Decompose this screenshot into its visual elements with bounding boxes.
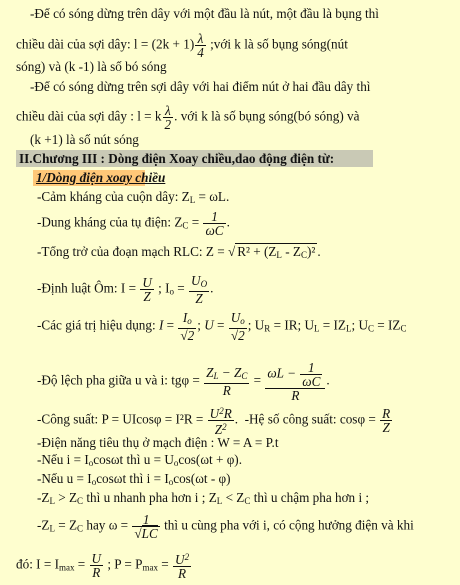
- formula-ohm-law: -Định luật Ôm: I = $\frac{U}{Z}$ ; $I_o$ = $\frac{U_O}{Z}$ .: [37, 273, 214, 306]
- formula-inductive-reactance: -Cảm kháng của cuộn dây: $Z_L = \omega L$.: [37, 189, 230, 205]
- intro-line-4: -Để có sóng dừng trên sợi dây với hai điểm nút ở hai đầu dây thì: [30, 79, 371, 94]
- section-heading: 1/Dòng điện xoay chiều: [33, 170, 145, 186]
- formula-resonance-max: đó: $I = I_{max}$ = $\frac{U}{R}$ ; $P = P_{max}$ = $\frac{U^2}{R}$: [16, 551, 190, 581]
- intro-line-2: chiều dài của sợi dây: l = (2k + 1) $\frac{\lambda}{4}$ ;với k là số bụng sóng(nút: [16, 31, 348, 60]
- formula-phase-lead-lag: $-Z_L > Z_C$ thì u nhanh pha hơn i ; $Z_L < Z_C$ thì u chậm pha hơn i ;: [37, 490, 370, 506]
- chapter-heading: II.Chương III : Dòng điện Xoay chiều,dao động điện từ:: [16, 150, 373, 167]
- intro-line-6: (k +1) là số nút sóng: [30, 132, 139, 147]
- intro-line-5: chiều dài của sợi dây : l = k $\frac{\lambda}{2}$ . với k là số bụng sóng(bó sóng) và: [16, 103, 360, 132]
- formula-power: -Công suất: P = UIcosφ = I²R = $\frac{U^2R}{Z^2}$ . -Hệ số công suất: cosφ = $\frac{R}{Z}$: [37, 406, 391, 437]
- formula-if-voltage: -Nếu $u = I_o\cos\omega t$ thì $i = I_o\cos(\omega t - \varphi)$: [37, 471, 231, 487]
- intro-line-3: sóng) và (k -1) là số bó sóng: [16, 59, 167, 74]
- formula-resonance: $-Z_L = Z_C$ hay ω = $\frac{1}{√LC}$ thì u cùng pha với i, có cộng hưởng điện và khi: [37, 512, 414, 541]
- formula-energy: -Điện năng tiêu thụ ở mạch điện : W = A = P.t: [37, 435, 279, 450]
- formula-capacitive-reactance: -Dung kháng của tụ điện: $Z_C$ = $\frac{1}{\omega C}$ .: [37, 209, 230, 238]
- formula-if-current: -Nếu $i = I_o\cos\omega t$ thì $u = U_o\cos(\omega t + \varphi)$.: [37, 452, 242, 468]
- formula-phase-difference: -Độ lệch pha giữa u và i: tgφ = $\frac{Z_L - Z_C}{R}$ = ωL − $\frac{1}{\omega C}$ R .: [37, 360, 330, 403]
- intro-line-1: -Để có sóng dừng trên dây với một đầu là nút, một đầu là bụng thì: [30, 6, 379, 21]
- formula-impedance: -Tổng trở của đoạn mạch RLC: Z = √ $R^2 + (Z_L - Z_C)^2$ .: [37, 243, 321, 263]
- formula-rms-values: -Các giá trị hiệu dụng: I = $\frac{I_o}{√2}$ ; U = $\frac{U_o}{√2}$ ; $U_R$ = IR; $U_L = IZ_L$; $U_C = IZ_C$: [37, 310, 407, 343]
